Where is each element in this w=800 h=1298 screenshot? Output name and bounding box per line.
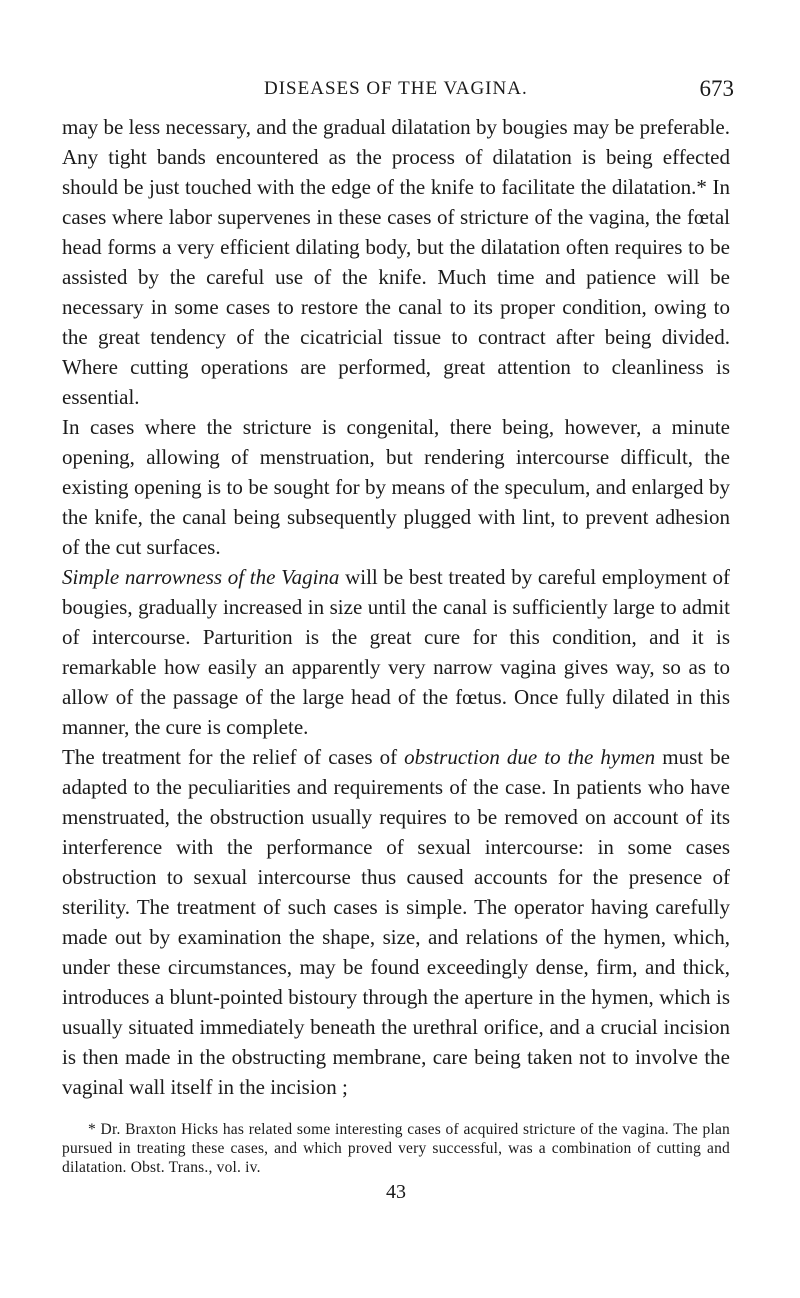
signature-mark: 43 xyxy=(386,1181,406,1203)
page-header xyxy=(62,76,734,112)
paragraph-2 xyxy=(62,412,730,562)
paragraph-4 xyxy=(62,742,730,1102)
footnote: * Dr. Braxton Hicks has related some interesting cases of acquired stricture of the vagina. The plan pursued in treating these cases, and which proved very successful, was a combination of cutting and dilatation. Obst. Trans., vol. iv. xyxy=(62,1121,730,1176)
paragraph-1: may be less necessary, and the gradual dilatation by bougies may be preferable. Any tight bands encountered as the process of dilatation is being effected should be just touched with the edge of the knife to facilitate the dilatation.* In cases where labor supervenes in these cases of stricture of the vagina, the fœtal head forms a very efficient dilating body, but the dilatation often requires to be assisted by the careful use of the knife. Much time and patience will be necessary in some cases to restore the canal to its proper condition, owing to the great tendency of the cicatricial tissue to contract after being divided. Where cutting operations are performed, great attention to cleanliness is essential. xyxy=(62,115,730,409)
paragraph-3-text: will be best treated by careful employment of bougies, gradually increased in size until the canal is sufficiently large to admit of intercourse. Parturition is the great cure for this condition, and it is remarkable how easily an apparently very narrow vagina gives way, so as to allow of the passage of the large head of the fœtus. Once fully dilated in this manner, the cure is complete. xyxy=(62,565,731,739)
page-number: 673 xyxy=(699,76,734,101)
paragraph-2-text: In cases where the stricture is congenital, there being, however, a minute opening, allowing of menstruation, but rendering intercourse difficult, the existing opening is to be sought for by means of the speculum, and enlarged by the knife, the canal being subsequently plugged with lint, to prevent adhesion of the cut surfaces. xyxy=(62,415,730,559)
paragraph-3 xyxy=(62,562,730,742)
paragraph-4-italic: obstruction due to the hymen xyxy=(404,745,656,769)
paragraph-4-text: must be adapted to the peculiarities and requirements of the case. In patients who have menstruated, the obstruction usually requires to be removed on account of its interference with the performance of sexual intercourse: in some cases obstruction to sexual intercourse thus caused accounts for the presence of sterility. The treatment of such cases is simple. The operator having carefully made out by examination the shape, size, and relations of the hymen, which, under these circumstances, may be found exceedingly dense, firm, and thick, introduces a blunt-pointed bistoury through the aperture in the hymen, which is usually situated immediately beneath the urethral orifice, and a crucial incision is then made in the obstructing membrane, care being taken not to involve the vaginal wall itself in the incision ; xyxy=(62,745,730,1099)
paragraph-3-italic: Simple narrowness of the Vagina xyxy=(62,565,340,589)
paragraph-4-start: The treatment for the relief of cases of xyxy=(62,745,405,769)
body-text xyxy=(62,112,730,1102)
running-head: DISEASES OF THE VAGINA. xyxy=(264,78,528,99)
page xyxy=(62,76,734,1204)
